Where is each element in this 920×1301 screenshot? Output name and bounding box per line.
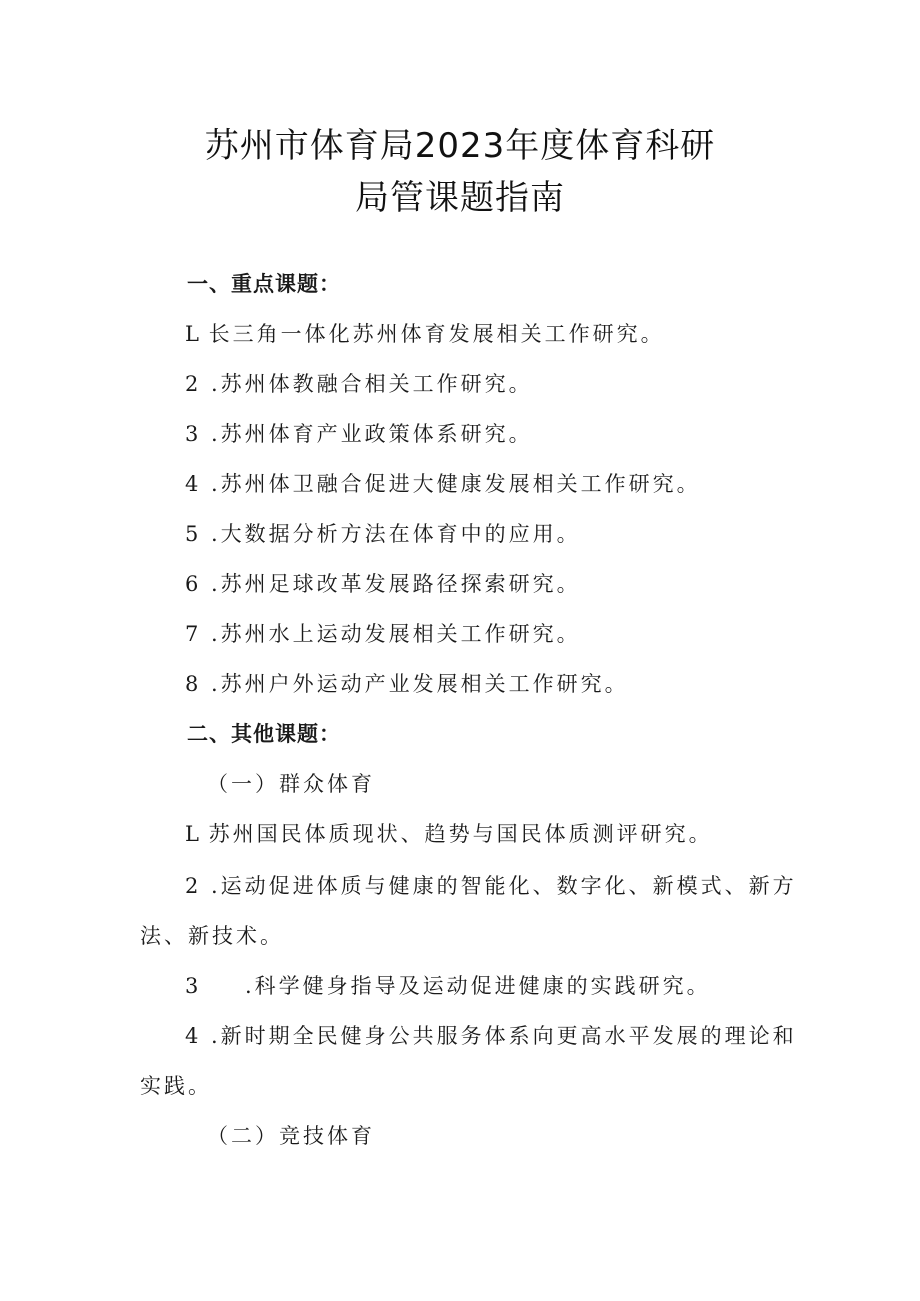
- item-text: .科学健身指导及运动促进健康的实践研究。: [245, 974, 711, 998]
- item-text: .苏州水上运动发展相关工作研究。: [211, 622, 581, 646]
- item-number: 3: [185, 974, 199, 998]
- section1-item-3: [185, 418, 533, 448]
- subsection1-item-4-line1: [185, 1020, 797, 1050]
- item-number: L: [185, 322, 199, 346]
- item-text: .苏州体卫融合促进大健康发展相关工作研究。: [211, 472, 701, 496]
- item-number: 2: [185, 372, 199, 396]
- item-text: .大数据分析方法在体育中的应用。: [211, 522, 581, 546]
- item-number: L: [185, 822, 199, 846]
- item-text: 长三角一体化苏州体育发展相关工作研究。: [208, 322, 665, 346]
- item-number: 6: [185, 572, 199, 596]
- item-number: 4: [185, 472, 199, 496]
- subsection1-item-2-line2: 法、新技术。: [140, 924, 284, 948]
- document-title-line1: 苏州市体育局2023年度体育科研: [204, 126, 716, 166]
- section2-heading: 二、其他课题：: [187, 722, 341, 746]
- section1-item-5: [185, 518, 581, 548]
- subsection1-item-2-line1: [185, 870, 797, 900]
- item-text: .苏州户外运动产业发展相关工作研究。: [211, 672, 629, 696]
- section1-item-7: [185, 618, 581, 648]
- item-text: .新时期全民健身公共服务体系向更高水平发展的理论和: [211, 1024, 797, 1048]
- item-number: 5: [185, 522, 199, 546]
- item-number: 7: [185, 622, 199, 646]
- subsection1-item-4-line2: 实践。: [140, 1074, 212, 1098]
- section1-item-1: [185, 318, 665, 348]
- section1-item-6: [185, 568, 581, 598]
- item-text: .苏州足球改革发展路径探索研究。: [211, 572, 581, 596]
- item-number: 3: [185, 422, 199, 446]
- section1-item-2: [185, 368, 533, 398]
- item-number: 2: [185, 874, 199, 898]
- item-text: 苏州国民体质现状、趋势与国民体质测评研究。: [208, 822, 713, 846]
- item-text: .苏州体教融合相关工作研究。: [211, 372, 533, 396]
- subsection2-heading: （二）竞技体育: [207, 1124, 375, 1148]
- subsection1-item-3: [185, 970, 711, 1000]
- item-text: .苏州体育产业政策体系研究。: [211, 422, 533, 446]
- subsection1-heading: （一）群众体育: [207, 772, 375, 796]
- subsection1-item-1: [185, 818, 713, 848]
- section1-heading: 一、重点课题：: [187, 272, 341, 296]
- section1-item-4: [185, 468, 701, 498]
- item-text: .运动促进体质与健康的智能化、数字化、新模式、新方: [211, 874, 797, 898]
- document-title-line2: 局管课题指南: [355, 178, 565, 218]
- item-number: 8: [185, 672, 199, 696]
- section1-item-8: [185, 668, 629, 698]
- item-number: 4: [185, 1024, 199, 1048]
